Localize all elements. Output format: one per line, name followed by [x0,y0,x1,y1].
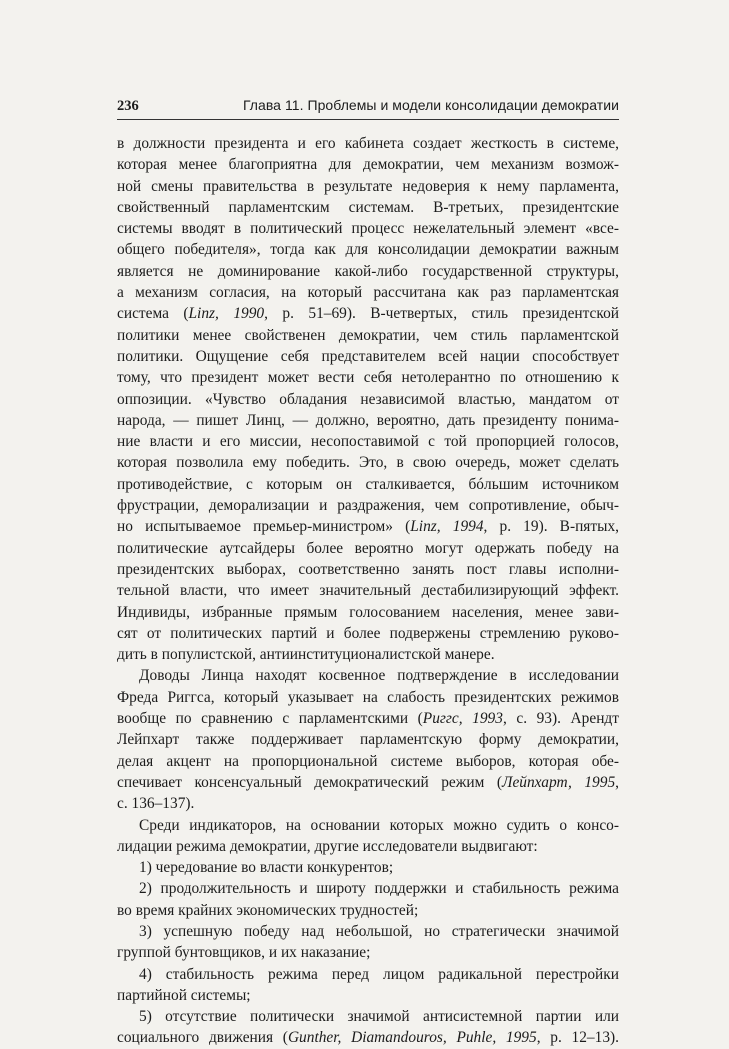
text-line: партийной системы; [117,986,251,1004]
text-segment: но испытываемое премьер-министром» ( [117,518,411,536]
text-line: ной смены правительства в результате недоверия к нему парламента, [117,177,619,195]
citation: Gunther, Diamandouros, Puhle, 1995 [287,1029,537,1047]
text-line: народа, — пишет Линц, — должно, вероятно, дать президенту понима- [117,411,619,429]
text-line [117,708,619,729]
text-segment: , p. 12–13). [536,1029,619,1047]
text-line: делая акцент на пропорциональной системе выборов, которая обе- [117,752,619,770]
text-segment: социального движения ( [117,1029,288,1047]
text-segment: система ( [117,305,189,323]
text-line: 3) успешную победу над небольшой, но стратегически значимой [139,922,619,940]
text-line: тельной власти, что имеет значительный дестабилизирующий эффект. [117,582,619,600]
text-line: 4) стабильность режима перед лицом радикальной перестройки [139,965,619,983]
text-line: Индивиды, избранные прямым голосованием населения, менее зави- [117,603,619,621]
text-segment: , [615,773,619,791]
text-line: Среди индикаторов, на основании которых можно судить о консо- [139,816,619,834]
text-line: фрустрации, деморализации и раздражения, чем сопротивление, обыч- [117,497,619,515]
text-segment: спечивает консенсуальный демократический режим ( [117,773,503,791]
text-line [117,303,619,324]
body-text [117,133,619,1049]
text-line [117,1027,619,1048]
text-line: Фреда Риггса, который указывает на слабость президентских режимов [117,688,619,706]
text-line: системы вводят в политический процесс нежелательный элемент «все- [117,220,619,238]
citation: Linz, 1990 [188,305,265,323]
text-line: политики менее свойственен демократии, чем стиль парламентской [117,326,619,344]
page-number: 236 [117,98,139,114]
text-line [117,516,619,537]
text-line: которая позволила ему победить. Это, в свою очередь, может сделать [117,454,619,472]
text-line: группой бунтовщиков, и их наказание; [117,944,371,962]
text-line: свойственный парламентским системам. В-третьих, президентские [117,198,619,216]
text-line: противодействие, с которым он сталкивается, бóльшим источником [117,475,619,493]
text-line: дить в популистской, антиинституционалистской манере. [117,646,495,664]
citation: Linz, 1994 [410,518,484,536]
text-segment: , p. 19). В-пятых, [483,518,619,536]
text-line: политики. Ощущение себя представителем всей нации способствует [117,347,619,365]
text-line: сят от политических партий и более подвержены стремлению руково- [117,624,619,642]
text-line [117,772,619,793]
text-line: Лейпхарт также поддерживает парламентскую форму демократии, [117,731,619,749]
running-header [117,96,619,115]
text-line: в должности президента и его кабинета создает жесткость в системе, [117,135,619,152]
text-line: а механизм согласия, на который рассчитана как раз парламентская [117,284,619,302]
text-line: общего победителя», тогда как для консолидации демократии важным [117,241,619,259]
running-title: Глава 11. Проблемы и модели консолидации демократии [242,97,619,113]
text-line: 5) отсутствие политически значимой антисистемной партии или [139,1008,619,1026]
text-line: тому, что президент может вести себя нетолерантно по отношению к [117,369,619,387]
text-line: ние власти и его миссии, несопоставимой с той пропорцией голосов, [117,433,619,451]
text-line: с. 136–137). [117,795,195,813]
text-line: которая менее благоприятна для демократии, чем механизм возмож- [117,156,619,174]
text-segment: , с. 93). Арендт [502,710,619,728]
text-line: Доводы Линца находят косвенное подтверждение в исследовании [139,667,619,685]
text-line: оппозиции. «Чувство обладания независимой властью, мандатом от [117,390,619,408]
header-rule [117,119,619,120]
text-line: во время крайних экономических трудностей; [117,901,419,919]
text-line: 1) чередование во власти конкурентов; [139,859,394,877]
text-line: президентских выборах, соответственно занять пост главы исполни- [117,560,619,578]
text-line: политические аутсайдеры более вероятно могут одержать победу на [117,539,619,557]
text-line: является не доминирование какой-либо государственной структуры, [117,262,619,280]
text-line: 2) продолжительность и широту поддержки и стабильность режима [139,880,619,898]
text-segment: вообще по сравнению с парламентскими ( [117,710,423,728]
text-line: лидации режима демократии, другие исследователи выдвигают: [117,837,538,855]
citation: Лейпхарт, 1995 [502,773,616,791]
text-segment: , p. 51–69). В-четвертых, стиль президентской [264,305,619,323]
citation: Риггс, 1993 [422,710,503,728]
